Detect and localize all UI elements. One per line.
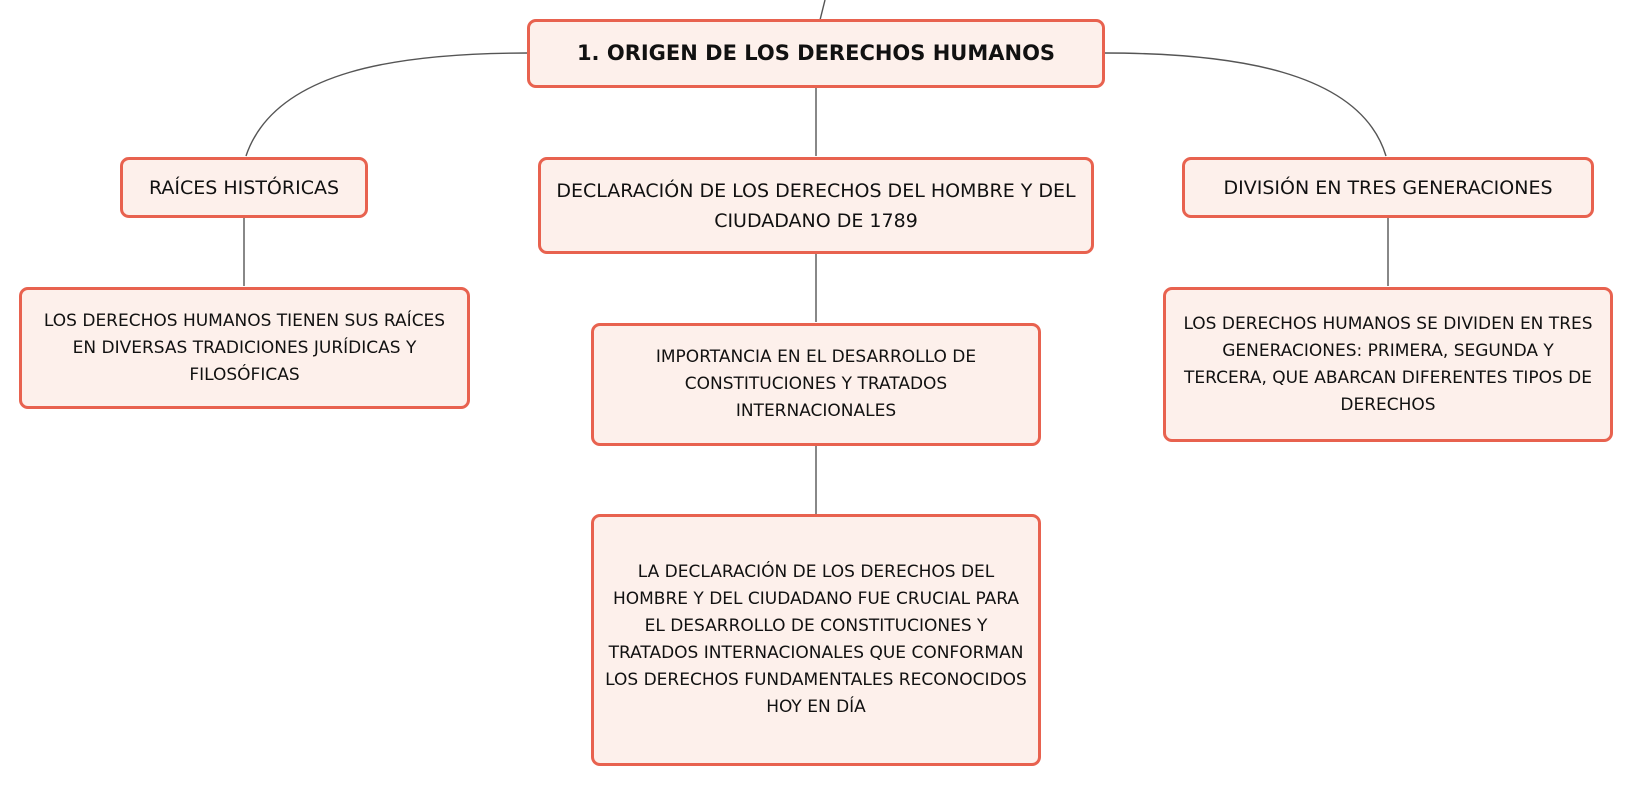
declaration-1789-label: DECLARACIÓN DE LOS DERECHOS DEL HOMBRE Y DEL CIUDADANO DE 1789 <box>556 179 1076 232</box>
declaration-1789-node[interactable] <box>538 157 1094 254</box>
root-topic-label: 1. ORIGEN DE LOS DERECHOS HUMANOS <box>576 41 1056 65</box>
importance-node[interactable] <box>591 323 1041 446</box>
connector-root-to-generations <box>1104 53 1386 156</box>
three-generations-detail-text: LOS DERECHOS HUMANOS SE DIVIDEN EN TRES GENERACIONES: PRIMERA, SEGUNDA Y TERCERA, QUE ABARCAN DIFERENTES TIPOS DE DERECHOS <box>1183 313 1593 415</box>
declaration-detail-node[interactable] <box>591 514 1041 766</box>
connector-incoming <box>820 0 825 20</box>
connector-root-to-historical-roots <box>246 53 528 156</box>
three-generations-detail-node[interactable] <box>1163 287 1613 442</box>
historical-roots-detail-node[interactable] <box>19 287 470 409</box>
three-generations-node[interactable] <box>1182 157 1594 218</box>
declaration-detail-text: LA DECLARACIÓN DE LOS DERECHOS DEL HOMBRE Y DEL CIUDADANO FUE CRUCIAL PARA EL DESARROLLO DE CONSTITUCIONES Y TRATADOS INTERNACIONALES QUE CONFORMAN LOS DERECHOS FUNDAMENTALES RECONOCIDOS HOY EN DÍA <box>605 562 1027 717</box>
three-generations-label: DIVISIÓN EN TRES GENERACIONES <box>1223 176 1553 199</box>
root-topic-node[interactable] <box>527 19 1105 88</box>
historical-roots-detail-text: LOS DERECHOS HUMANOS TIENEN SUS RAÍCES EN DIVERSAS TRADICIONES JURÍDICAS Y FILOSÓFICAS <box>43 310 446 385</box>
historical-roots-node[interactable] <box>120 157 368 218</box>
importance-text: IMPORTANCIA EN EL DESARROLLO DE CONSTITUCIONES Y TRATADOS INTERNACIONALES <box>655 347 977 421</box>
historical-roots-label: RAÍCES HISTÓRICAS <box>148 176 340 199</box>
